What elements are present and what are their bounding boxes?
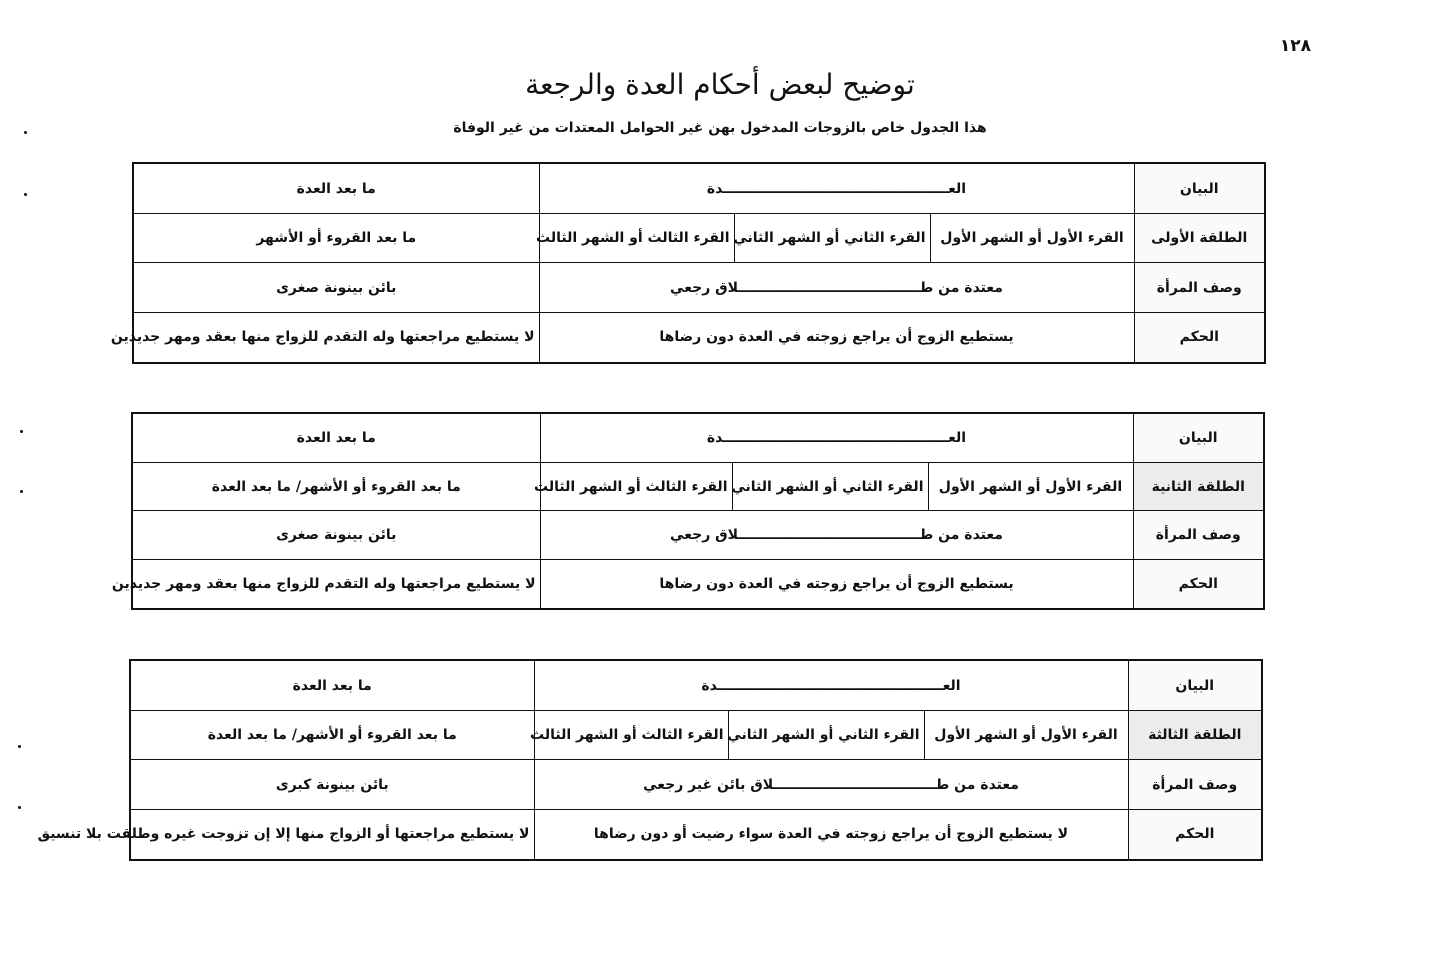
row-label-talaq: الطلقة الأولى [1134, 214, 1265, 263]
period-first: القرء الأول أو الشهر الأول [924, 711, 1128, 760]
ruling-after: لا يستطيع مراجعتها وله التقدم للزواج منها بعقد ومهر جديدين [133, 312, 539, 363]
margin-dot [18, 806, 21, 809]
ruling-after: لا يستطيع مراجعتها أو الزواج منها إلا إن تزوجت غيره وطلقت بلا تنسيق [130, 809, 534, 860]
idda-header: العـــــــــــــــــــــــــــــــــــــــــــــــدة [540, 413, 1133, 463]
rules-table-second-talaq [111, 412, 1265, 610]
table-row-talaq [132, 463, 1264, 511]
table-row-header [132, 413, 1264, 463]
table-row-header [133, 163, 1265, 214]
period-after: ما بعد القروء أو الأشهر/ ما بعد العدة [132, 463, 540, 511]
period-second: القرء الثاني أو الشهر الثاني [732, 463, 928, 511]
row-label-talaq: الطلقة الثالثة [1128, 711, 1262, 760]
row-label-status: وصف المرأة [1133, 511, 1264, 559]
row-label-status: وصف المرأة [1134, 263, 1265, 312]
row-label-bayan: البيان [1128, 660, 1262, 711]
table-row-ruling [130, 809, 1262, 860]
table-row-ruling [133, 312, 1265, 363]
margin-dot [20, 490, 23, 493]
table-row-talaq [133, 214, 1265, 263]
period-third: القرء الثالث أو الشهر الثالث [540, 463, 732, 511]
row-label-ruling: الحكم [1134, 312, 1265, 363]
table-row-header [130, 660, 1262, 711]
period-first: القرء الأول أو الشهر الأول [928, 463, 1133, 511]
row-label-talaq: الطلقة الثانية [1133, 463, 1264, 511]
row-label-bayan: البيان [1134, 163, 1265, 214]
status-during: معتدة من طــــــــــــــــــــــــــــــــــــــلاق رجعي [539, 263, 1134, 312]
table-row-talaq [130, 711, 1262, 760]
margin-dot [24, 131, 27, 134]
idda-header: العـــــــــــــــــــــــــــــــــــــــــــــــدة [534, 660, 1128, 711]
row-label-ruling: الحكم [1133, 559, 1264, 609]
table-row-status [133, 263, 1265, 312]
row-label-status: وصف المرأة [1128, 760, 1262, 809]
row-label-bayan: البيان [1133, 413, 1264, 463]
ruling-after: لا يستطيع مراجعتها وله التقدم للزواج منها بعقد ومهر جديدين [132, 559, 540, 609]
page-number: ١٢٨ [1279, 36, 1311, 56]
period-third: القرء الثالث أو الشهر الثالث [534, 711, 728, 760]
after-idda-header: ما بعد العدة [133, 163, 539, 214]
margin-dot [18, 745, 21, 748]
idda-header: العـــــــــــــــــــــــــــــــــــــــــــــــدة [539, 163, 1134, 214]
after-idda-header: ما بعد العدة [132, 413, 540, 463]
ruling-during: يستطيع الزوج أن يراجع زوجته في العدة دون رضاها [539, 312, 1134, 363]
ruling-during: لا يستطيع الزوج أن يراجع زوجته في العدة سواء رضيت أو دون رضاها [534, 809, 1128, 860]
table-row-status [132, 511, 1264, 559]
page-subtitle: هذا الجدول خاص بالزوجات المدخول بهن غير الحوامل المعتدات من غير الوفاة [453, 120, 987, 136]
period-first: القرء الأول أو الشهر الأول [930, 214, 1134, 263]
period-after: ما بعد القروء أو الأشهر/ ما بعد العدة [130, 711, 534, 760]
status-after: بائن بينونة كبرى [130, 760, 534, 809]
margin-dot [20, 430, 23, 433]
status-after: بائن بينونة صغرى [133, 263, 539, 312]
period-second: القرء الثاني أو الشهر الثاني [734, 214, 930, 263]
row-label-ruling: الحكم [1128, 809, 1262, 860]
rules-table-first-talaq [110, 162, 1266, 364]
period-third: القرء الثالث أو الشهر الثالث [539, 214, 734, 263]
status-after: بائن بينونة صغرى [132, 511, 540, 559]
margin-dot [24, 193, 27, 196]
period-second: القرء الثاني أو الشهر الثاني [728, 711, 924, 760]
table-row-status [130, 760, 1262, 809]
page-title: توضيح لبعض أحكام العدة والرجعة [525, 68, 915, 101]
rules-table-third-talaq [37, 659, 1263, 861]
ruling-during: يستطيع الزوج أن يراجع زوجته في العدة دون رضاها [540, 559, 1133, 609]
after-idda-header: ما بعد العدة [130, 660, 534, 711]
status-during: معتدة من طــــــــــــــــــــــــــــــــــــــلاق رجعي [540, 511, 1133, 559]
period-after: ما بعد القروء أو الأشهر [133, 214, 539, 263]
status-during: معتدة من طــــــــــــــــــــــــــــــــــلاق بائن غير رجعي [534, 760, 1128, 809]
table-row-ruling [132, 559, 1264, 609]
